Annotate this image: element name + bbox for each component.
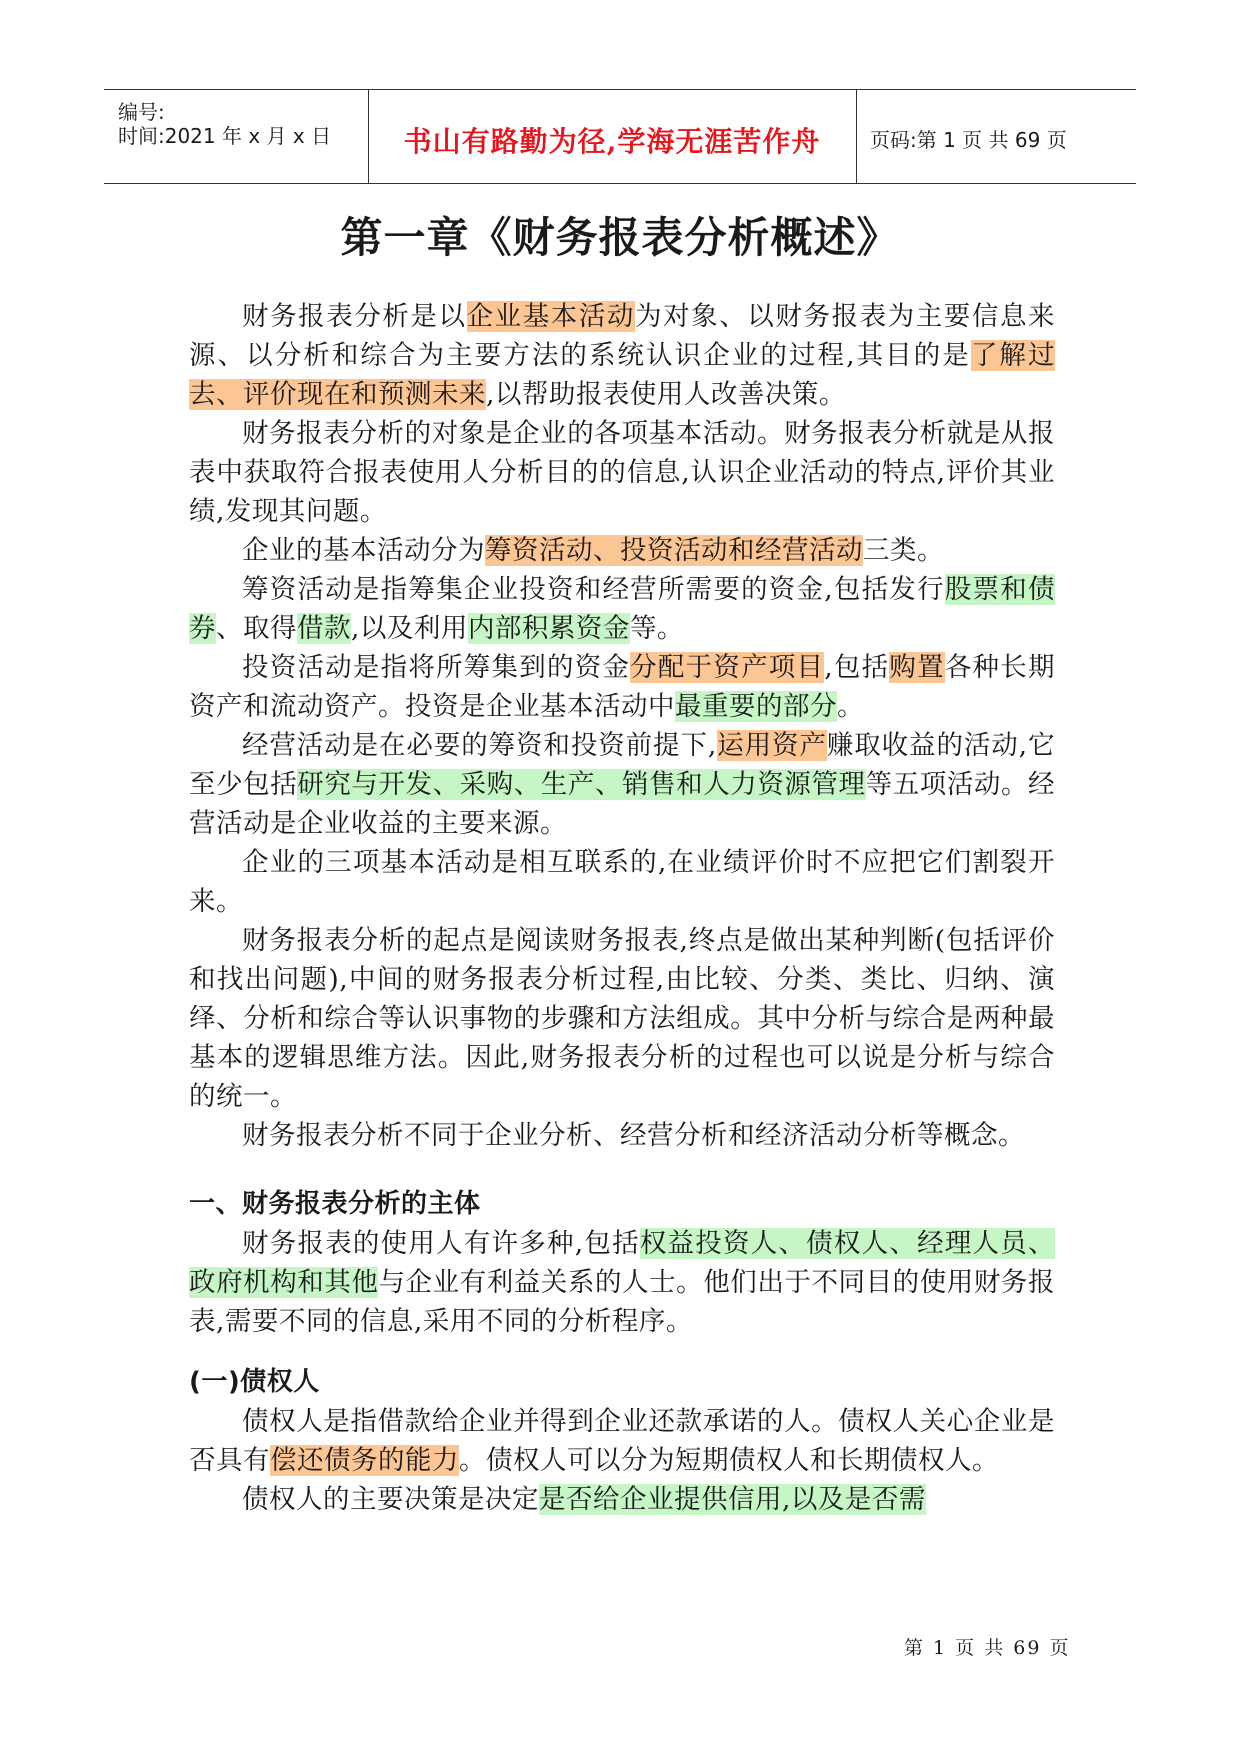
- text-run: 财务报表分析的对象是企业的各项基本活动。财务报表分析就是从报表中获取符合报表使用人分析目的的信息,认识企业活动的特点,评价其业绩,发现其问题。: [189, 418, 1055, 527]
- text-run: ,以帮助报表使用人改善决策。: [486, 379, 846, 410]
- text-run: 投资活动是指将所筹集到的资金: [242, 652, 631, 683]
- text-run: 等。: [629, 613, 684, 644]
- text-run: 企业的基本活动分为: [242, 535, 485, 566]
- text-run: 三类。: [863, 535, 944, 566]
- paragraph: [189, 726, 1055, 843]
- text-run: 为对象、以财务报表为主要信息来源、以分析和综合为主要方法的系统认识企业的过程,其目的是: [189, 301, 1056, 371]
- text-run: 各种长期资产和流动资产。投资是企业基本活动中: [189, 652, 1056, 722]
- header-page-number: 页码:第 1 页 共 69 页: [870, 128, 1067, 152]
- highlight-orange: 企业基本活动: [466, 301, 636, 332]
- section-heading: 一、财务报表分析的主体: [189, 1189, 481, 1219]
- highlight-green: 研究与开发、采购、生产、销售和人力资源管理: [297, 769, 866, 800]
- document-body: [189, 297, 1055, 1519]
- page-footer-number: 第 1 页 共 69 页: [904, 1637, 1071, 1659]
- text-run: 等五项活动。经营活动是企业收益的主要来源。: [189, 769, 1056, 839]
- page-header: [104, 89, 1136, 184]
- text-run: 赚取收益的活动,它至少包括: [189, 730, 1055, 800]
- highlight-orange: 分配于资产项目: [630, 652, 825, 683]
- text-run: 。债权人可以分为短期债权人和长期债权人。: [459, 1445, 999, 1476]
- paragraph: [189, 843, 1055, 921]
- highlight-green: 权益投资人、债权人、经理人员、政府机构和其他: [189, 1228, 1055, 1298]
- highlight-orange: 筹资活动、投资活动和经营活动: [485, 535, 863, 566]
- highlight-green: 借款: [297, 613, 351, 644]
- subsection-heading: (一)债权人: [189, 1367, 320, 1397]
- text-run: 与企业有利益关系的人士。他们出于不同目的使用财务报表,需要不同的信息,采用不同的分析程序。: [189, 1267, 1056, 1337]
- highlight-green: 最重要的部分: [675, 691, 837, 722]
- text-run: 财务报表分析是以: [242, 301, 467, 332]
- paragraph: [189, 570, 1055, 648]
- text-run: 企业的三项基本活动是相互联系的,在业绩评价时不应把它们割裂开来。: [189, 847, 1055, 917]
- chapter-title: 第一章《财务报表分析概述》: [340, 213, 900, 262]
- highlight-green: 内部积累资金: [467, 613, 630, 644]
- text-run: ,包括: [824, 652, 890, 683]
- text-run: 、取得: [216, 613, 297, 644]
- paragraph: [189, 531, 1055, 570]
- header-motto-cell: [368, 90, 857, 183]
- highlight-orange: 购置: [889, 652, 945, 683]
- document-time-label: 时间:2021 年 x 月 x 日: [118, 124, 332, 148]
- text-run: 经营活动是在必要的筹资和投资前提下,: [242, 730, 717, 761]
- paragraph: [189, 648, 1055, 726]
- paragraph: [189, 921, 1055, 1116]
- paragraph: [189, 1224, 1055, 1341]
- paragraph: [189, 1116, 1055, 1155]
- text-run: 财务报表的使用人有许多种,包括: [242, 1228, 640, 1259]
- header-page-cell: [856, 90, 1136, 183]
- text-run: 债权人的主要决策是决定: [242, 1484, 539, 1515]
- highlight-orange: 偿还债务的能力: [270, 1445, 459, 1476]
- header-motto: 书山有路勤为径,学海无涯苦作舟: [403, 125, 821, 158]
- highlight-green: 是否给企业提供信用,以及是否需: [539, 1484, 926, 1515]
- paragraph: [189, 1402, 1055, 1480]
- text-run: 筹资活动是指筹集企业投资和经营所需要的资金,包括发行: [242, 574, 945, 605]
- text-run: ,以及利用: [351, 613, 468, 644]
- paragraph: [189, 414, 1055, 531]
- text-run: 财务报表分析不同于企业分析、经营分析和经济活动分析等概念。: [242, 1120, 1025, 1151]
- paragraph: [189, 1480, 1055, 1519]
- document-number-label: 编号:: [118, 100, 165, 124]
- highlight-green: 股票和债券: [189, 574, 1055, 644]
- paragraph: [189, 297, 1055, 414]
- header-info-cell: [104, 90, 369, 183]
- text-run: 财务报表分析的起点是阅读财务报表,终点是做出某种判断(包括评价和找出问题),中间的财务报表分析过程,由比较、分类、类比、归纳、演绎、分析和综合等认识事物的步骤和方法组成。其中分析与综合是两种最基本的逻辑思维方法。因此,财务报表分析的过程也可以说是分析与综合的统一。: [189, 925, 1055, 1112]
- highlight-orange: 运用资产: [716, 730, 827, 761]
- text-run: 。: [837, 691, 864, 722]
- text-run: 债权人是指借款给企业并得到企业还款承诺的人。债权人关心企业是否具有: [189, 1406, 1055, 1476]
- highlight-orange: 了解过去、评价现在和预测未来: [189, 340, 1055, 410]
